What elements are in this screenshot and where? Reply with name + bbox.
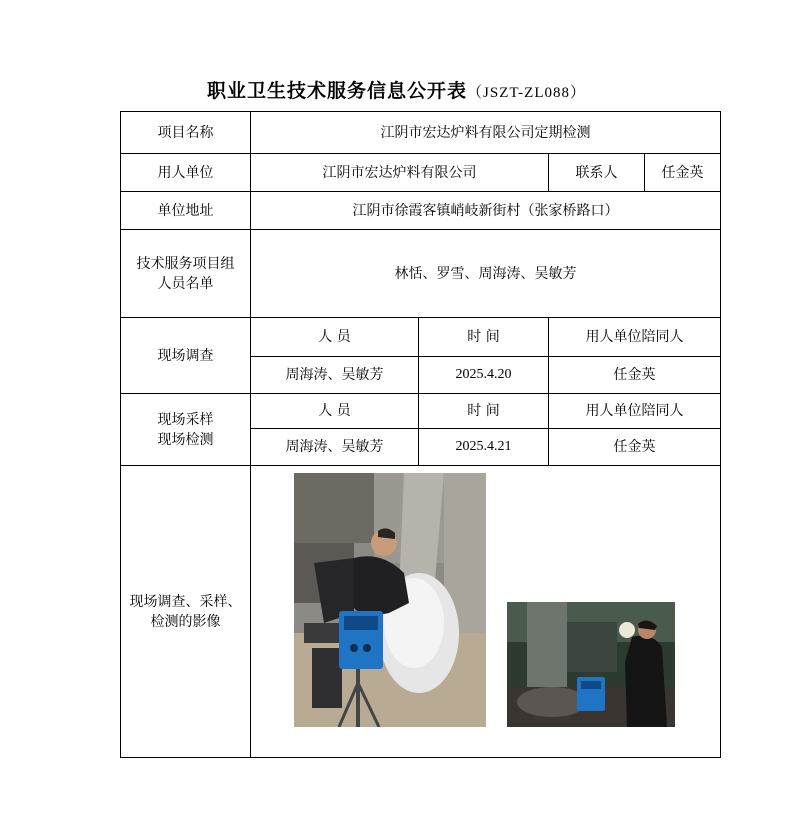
row-team <box>121 230 721 318</box>
images-cell <box>251 466 721 758</box>
survey-col-personnel: 人 员 <box>251 318 419 357</box>
survey-label: 现场调查 <box>121 318 251 394</box>
site-photo-survey <box>294 473 486 727</box>
sampling-escort: 任金英 <box>549 429 721 466</box>
site-photo-sampling <box>507 602 675 727</box>
team-label <box>121 230 251 318</box>
survey-escort: 任金英 <box>549 357 721 394</box>
project-name-value: 江阴市宏达炉料有限公司定期检测 <box>251 112 721 154</box>
contact-value: 任金英 <box>645 154 721 192</box>
row-address <box>121 192 721 230</box>
title-code: （JSZT-ZL088） <box>467 85 586 101</box>
sampling-label-line2: 现场检测 <box>157 431 214 448</box>
team-value: 林恬、罗雪、周海涛、吴敏芳 <box>251 230 721 318</box>
title-main: 职业卫生技术服务信息公开表 <box>207 80 468 102</box>
contact-label: 联系人 <box>549 154 645 192</box>
images-label <box>121 466 251 758</box>
page-title <box>0 76 793 103</box>
survey-personnel: 周海涛、吴敏芳 <box>251 357 419 394</box>
sampling-time: 2025.4.21 <box>419 429 549 466</box>
employer-label: 用人单位 <box>121 154 251 192</box>
employer-value: 江阴市宏达炉料有限公司 <box>251 154 549 192</box>
sampling-col-personnel: 人 员 <box>251 394 419 429</box>
team-label-line2: 人员名单 <box>157 275 214 292</box>
sampling-col-time: 时 间 <box>419 394 549 429</box>
row-survey-header <box>121 318 721 357</box>
sampling-label <box>121 394 251 466</box>
row-sampling-header <box>121 394 721 429</box>
survey-col-time: 时 间 <box>419 318 549 357</box>
info-table <box>120 111 721 758</box>
row-project-name <box>121 112 721 154</box>
survey-time: 2025.4.20 <box>419 357 549 394</box>
address-label: 单位地址 <box>121 192 251 230</box>
row-images <box>121 466 721 758</box>
sampling-label-line1: 现场采样 <box>157 411 214 428</box>
survey-col-escort: 用人单位陪同人 <box>549 318 721 357</box>
sampling-personnel: 周海涛、吴敏芳 <box>251 429 419 466</box>
images-label-line1: 现场调查、采样、 <box>129 593 242 610</box>
address-value: 江阴市徐霞客镇峭岐新街村（张家桥路口） <box>251 192 721 230</box>
row-employer <box>121 154 721 192</box>
team-label-line1: 技术服务项目组 <box>136 255 235 272</box>
sampling-col-escort: 用人单位陪同人 <box>549 394 721 429</box>
project-name-label: 项目名称 <box>121 112 251 154</box>
images-label-line2: 检测的影像 <box>150 613 221 630</box>
